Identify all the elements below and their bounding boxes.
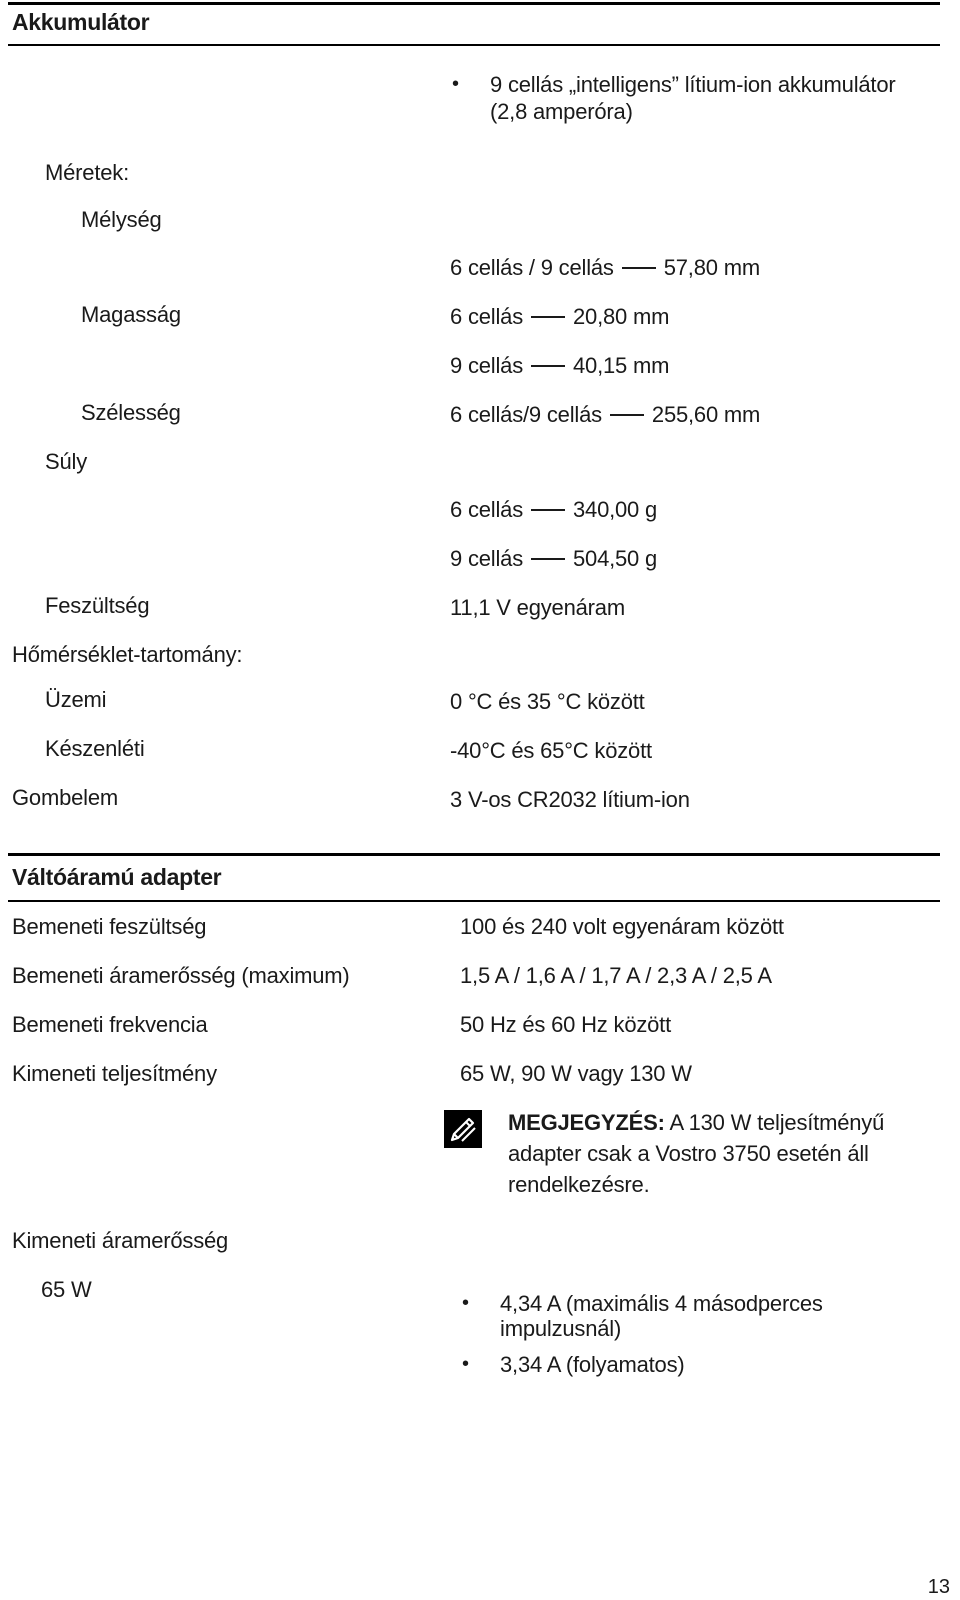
operating-temp-value: 0 °C és 35 °C között bbox=[450, 689, 645, 714]
dash bbox=[610, 414, 644, 416]
storage-temp-value: -40°C és 65°C között bbox=[450, 738, 652, 763]
height-6-prefix: 6 cellás bbox=[450, 304, 523, 329]
battery-type-bullet: • bbox=[452, 73, 460, 95]
height-9-amount: 40,15 mm bbox=[573, 353, 670, 378]
page-number: 13 bbox=[927, 1576, 950, 1598]
coin-cell-value: 3 V-os CR2032 lítium-ion bbox=[450, 787, 690, 812]
output-current-bullet1-line1: 4,34 A (maximális 4 másodperces bbox=[500, 1291, 823, 1316]
output-power-label: Kimeneti teljesítmény bbox=[12, 1061, 217, 1086]
voltage-value: 11,1 V egyenáram bbox=[450, 595, 625, 620]
height-9-value bbox=[450, 353, 669, 379]
temperature-range-label: Hőmérséklet-tartomány: bbox=[12, 642, 243, 667]
height-6-value bbox=[450, 304, 669, 330]
weight-9-prefix: 9 cellás bbox=[450, 546, 523, 571]
output-current-label: Kimeneti áramerősség bbox=[12, 1228, 229, 1253]
note-text-line1: A 130 W teljesítményű bbox=[669, 1110, 885, 1135]
adapter-header-bottom-rule bbox=[8, 900, 940, 902]
output-current-bullet1-mark: • bbox=[462, 1292, 470, 1314]
note-line1 bbox=[508, 1110, 884, 1136]
battery-type-line1: 9 cellás „intelligens” lítium-ion akkumulátor bbox=[490, 72, 896, 97]
depth-value bbox=[450, 255, 760, 281]
width-prefix: 6 cellás/9 cellás bbox=[450, 402, 602, 427]
depth-value-prefix: 6 cellás / 9 cellás bbox=[450, 255, 614, 280]
coin-cell-label: Gombelem bbox=[12, 785, 118, 810]
pencil-note-icon bbox=[444, 1110, 482, 1148]
weight-label: Súly bbox=[45, 449, 87, 474]
dimensions-label: Méretek: bbox=[45, 160, 129, 185]
weight-6-value bbox=[450, 497, 657, 523]
width-amount: 255,60 mm bbox=[651, 402, 761, 427]
weight-6-prefix: 6 cellás bbox=[450, 497, 523, 522]
battery-header-top-rule bbox=[8, 2, 940, 5]
height-9-prefix: 9 cellás bbox=[450, 353, 523, 378]
battery-header-bottom-rule bbox=[8, 44, 940, 46]
dash bbox=[531, 509, 565, 511]
input-current-label: Bemeneti áramerősség (maximum) bbox=[12, 963, 350, 988]
output-current-bullet2: 3,34 A (folyamatos) bbox=[500, 1352, 685, 1377]
height-label: Magasság bbox=[81, 302, 181, 327]
input-voltage-value: 100 és 240 volt egyenáram között bbox=[460, 914, 784, 939]
height-6-amount: 20,80 mm bbox=[573, 304, 670, 329]
adapter-section-title: Váltóáramú adapter bbox=[12, 864, 222, 890]
input-frequency-value: 50 Hz és 60 Hz között bbox=[460, 1012, 672, 1037]
battery-type-line2: (2,8 amperóra) bbox=[490, 99, 633, 124]
operating-temp-label: Üzemi bbox=[45, 687, 107, 712]
dash bbox=[622, 267, 656, 269]
weight-9-amount: 504,50 g bbox=[573, 546, 658, 571]
weight-6-amount: 340,00 g bbox=[573, 497, 658, 522]
storage-temp-label: Készenléti bbox=[45, 736, 145, 761]
dash bbox=[531, 365, 565, 367]
note-line2: adapter csak a Vostro 3750 esetén áll bbox=[508, 1141, 869, 1166]
depth-label: Mélység bbox=[81, 207, 162, 232]
depth-value-amount: 57,80 mm bbox=[663, 255, 760, 280]
dash bbox=[531, 558, 565, 560]
voltage-label: Feszültség bbox=[45, 593, 150, 618]
width-value bbox=[450, 402, 760, 428]
pencil-note-icon-svg bbox=[444, 1110, 482, 1148]
output-current-bullet1-line2: impulzusnál) bbox=[500, 1316, 622, 1341]
output-current-65w-label: 65 W bbox=[41, 1277, 92, 1302]
battery-section-title: Akkumulátor bbox=[12, 9, 150, 35]
note-line3: rendelkezésre. bbox=[508, 1172, 650, 1197]
input-voltage-label: Bemeneti feszültség bbox=[12, 914, 207, 939]
input-frequency-label: Bemeneti frekvencia bbox=[12, 1012, 208, 1037]
output-power-value: 65 W, 90 W vagy 130 W bbox=[460, 1061, 692, 1086]
dash bbox=[531, 316, 565, 318]
note-label: MEGJEGYZÉS: bbox=[508, 1110, 665, 1135]
weight-9-value bbox=[450, 546, 657, 572]
adapter-header-top-rule bbox=[8, 853, 940, 856]
output-current-bullet2-mark: • bbox=[462, 1353, 470, 1375]
width-label: Szélesség bbox=[81, 400, 181, 425]
input-current-value: 1,5 A / 1,6 A / 1,7 A / 2,3 A / 2,5 A bbox=[460, 963, 772, 988]
